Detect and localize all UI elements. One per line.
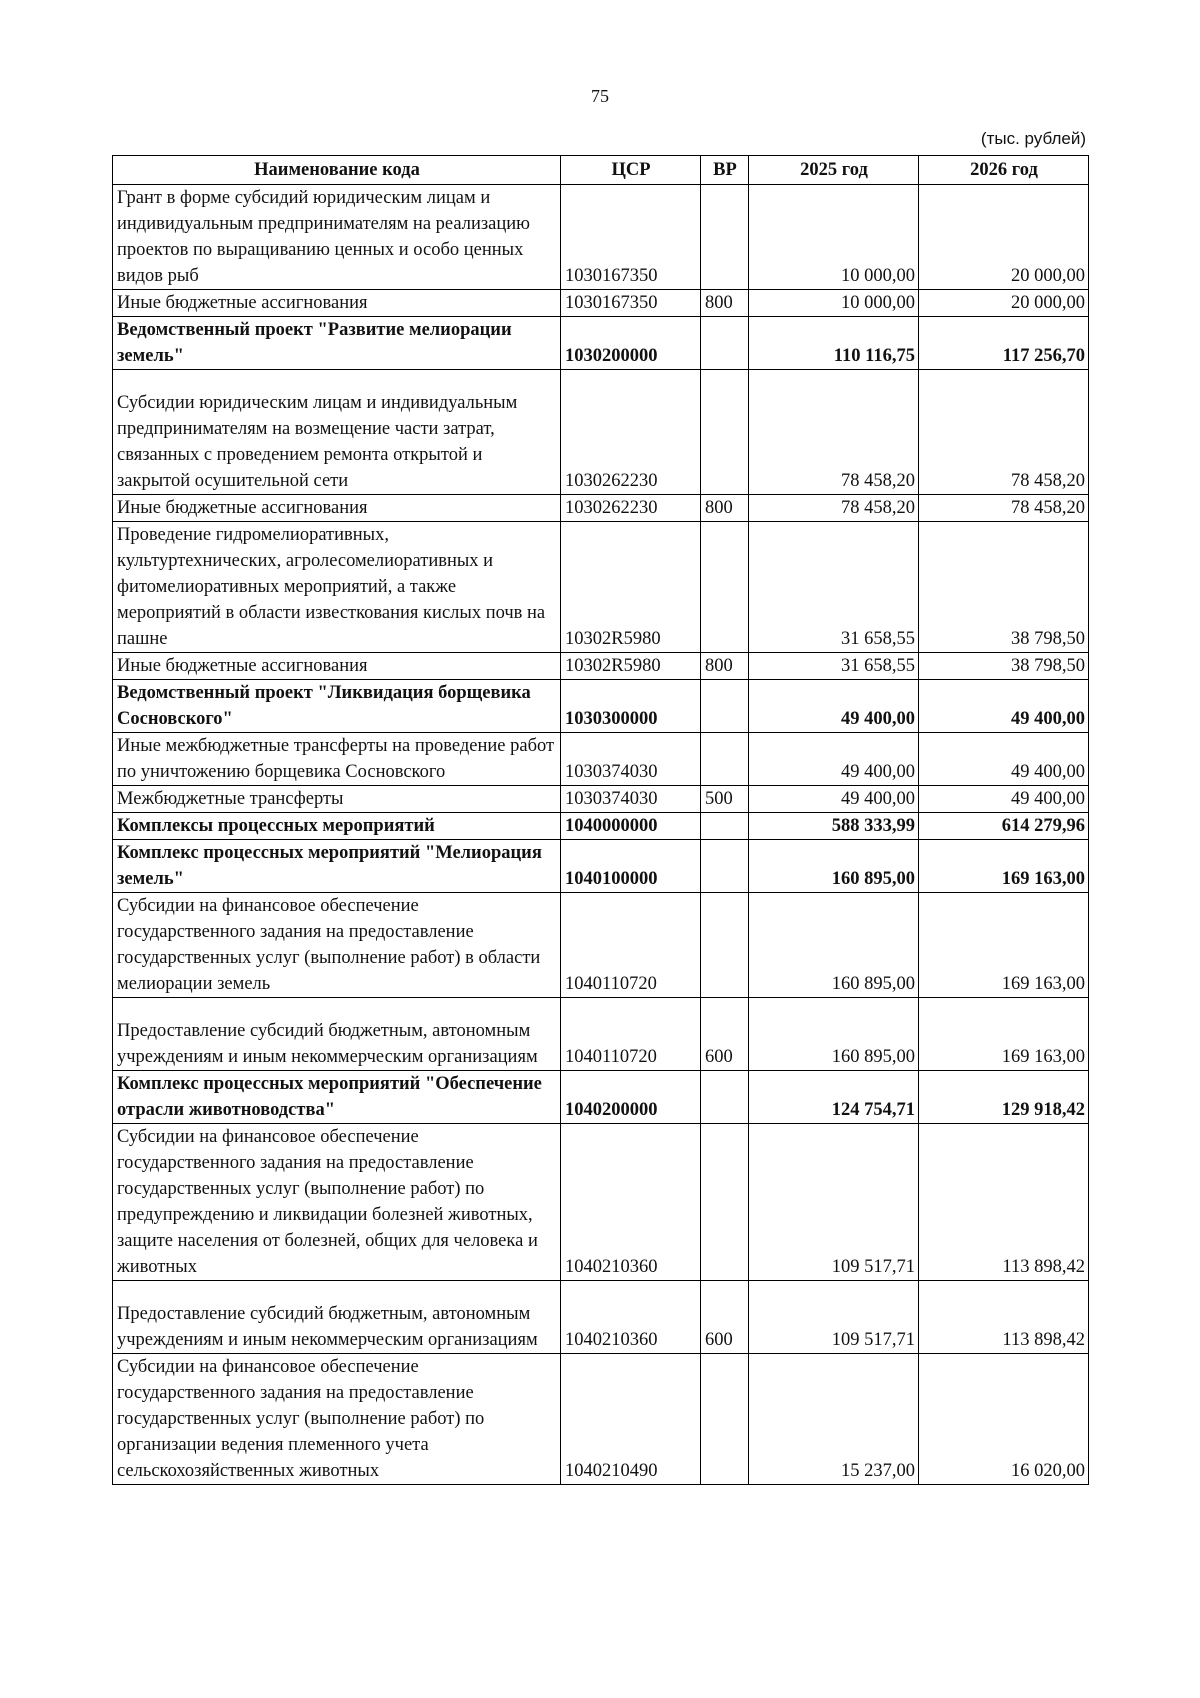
table-row [113,813,1089,840]
row-vr-text: 800 [705,293,733,313]
row-2026-text: 78 458,20 [1011,498,1085,518]
row-csr-text: 1030374030 [565,762,658,782]
row-2026-text: 169 163,00 [1001,974,1085,994]
row-2025-text: 10 000,00 [841,293,915,313]
table-row [113,1281,1089,1354]
row-vr-text: 500 [705,789,733,809]
row-2026 [919,680,1089,733]
row-csr [561,840,701,893]
row-csr-text: 1030262230 [565,471,658,491]
header-vr: ВР [701,156,749,185]
row-2026 [919,813,1089,840]
row-2025 [749,680,919,733]
header-2025: 2025 год [749,156,919,185]
row-vr [701,495,749,522]
row-vr [701,1071,749,1124]
table-row [113,522,1089,653]
row-name-text: Межбюджетные трансферты [117,789,344,809]
row-spacer [117,1281,557,1301]
row-2025-text: 124 754,71 [831,1100,915,1120]
row-vr [701,813,749,840]
row-csr-text: 1030167350 [565,266,658,286]
row-name [113,185,561,290]
row-csr [561,733,701,786]
row-csr [561,522,701,653]
row-vr [701,370,749,495]
row-2025 [749,1354,919,1485]
row-2025-text: 160 895,00 [831,1047,915,1067]
table-body [113,185,1089,1485]
table-row [113,1124,1089,1281]
row-2025 [749,998,919,1071]
table-row [113,653,1089,680]
row-name-text: Субсидии на финансовое обеспечение государственного задания на предоставление государственных услуг (выполнение работ) в области мелиорации земель [117,896,541,994]
row-name-text: Ведомственный проект "Развитие мелиорации земель" [117,320,512,366]
row-vr-text: 800 [705,498,733,518]
row-2026-text: 38 798,50 [1011,656,1085,676]
row-csr-text: 1040210360 [565,1330,658,1350]
row-name-text: Предоставление субсидий бюджетным, автономным учреждениям и иным некоммерческим организациям [117,1021,538,1067]
row-csr-text: 1040000000 [565,816,658,836]
row-2026 [919,370,1089,495]
table-row [113,998,1089,1071]
header-name: Наименование кода [113,156,561,185]
row-2025-text: 10 000,00 [841,266,915,286]
row-2025 [749,1071,919,1124]
row-2025 [749,370,919,495]
row-vr [701,1354,749,1485]
row-spacer [117,998,557,1018]
table-row [113,185,1089,290]
row-vr [701,185,749,290]
row-csr [561,495,701,522]
row-vr-text: 600 [705,1047,733,1067]
row-2026 [919,893,1089,998]
row-2026-text: 38 798,50 [1011,629,1085,649]
row-name [113,317,561,370]
row-2025-text: 15 237,00 [841,1461,915,1481]
row-2025 [749,653,919,680]
row-2026 [919,290,1089,317]
row-name [113,786,561,813]
row-spacer [117,370,557,390]
row-2026 [919,998,1089,1071]
row-2025 [749,840,919,893]
row-csr-text: 10302R5980 [565,629,661,649]
row-2025-text: 49 400,00 [841,709,915,729]
row-csr [561,653,701,680]
table-row [113,370,1089,495]
row-2025-text: 110 116,75 [833,346,915,366]
row-2026 [919,1354,1089,1485]
row-csr [561,893,701,998]
row-vr [701,653,749,680]
row-name [113,653,561,680]
row-vr [701,1124,749,1281]
row-csr [561,1281,701,1354]
units-note: (тыс. рублей) [980,129,1086,148]
row-2026-text: 169 163,00 [1001,869,1085,889]
row-csr-text: 1030167350 [565,293,658,313]
row-csr-text: 10302R5980 [565,656,661,676]
row-2026-text: 20 000,00 [1011,293,1085,313]
row-name-text: Иные межбюджетные трансферты на проведение работ по уничтожению борщевика Сосновского [117,736,555,782]
row-2026-text: 78 458,20 [1011,471,1085,491]
row-vr-text: 600 [705,1330,733,1350]
row-2026-text: 49 400,00 [1011,709,1085,729]
row-csr [561,813,701,840]
row-csr [561,317,701,370]
row-vr [701,893,749,998]
row-2026-text: 16 020,00 [1011,1461,1085,1481]
row-2025 [749,786,919,813]
row-2026-text: 49 400,00 [1011,789,1085,809]
row-2025 [749,813,919,840]
table-header-row [113,156,1089,185]
row-name-text: Иные бюджетные ассигнования [117,293,368,313]
table-row [113,680,1089,733]
row-2025-text: 109 517,71 [831,1257,915,1277]
row-name [113,998,561,1071]
row-2026-text: 117 256,70 [1002,346,1085,366]
table-row [113,317,1089,370]
table-row [113,893,1089,998]
row-vr [701,786,749,813]
budget-table [112,155,1089,1485]
row-2025 [749,1281,919,1354]
table-row [113,290,1089,317]
row-csr-text: 1040210490 [565,1461,658,1481]
table-row [113,733,1089,786]
row-name-text: Предоставление субсидий бюджетным, автономным учреждениям и иным некоммерческим организациям [117,1304,538,1350]
row-2026-text: 113 898,42 [1002,1330,1085,1350]
row-2026 [919,495,1089,522]
header-csr: ЦСР [561,156,701,185]
row-name [113,680,561,733]
row-name-text: Комплекс процессных мероприятий "Обеспечение отрасли животноводства" [117,1074,542,1120]
row-csr-text: 1040200000 [565,1100,658,1120]
row-csr [561,998,701,1071]
row-2025-text: 160 895,00 [831,869,915,889]
row-vr-text: 800 [705,656,733,676]
row-csr-text: 1030300000 [565,709,658,729]
row-2026 [919,522,1089,653]
row-csr-text: 1030262230 [565,498,658,518]
page-number: 75 [591,86,609,106]
row-2026-text: 129 918,42 [1001,1100,1085,1120]
row-2025-text: 160 895,00 [831,974,915,994]
row-2026 [919,185,1089,290]
row-csr-text: 1040110720 [565,974,657,994]
row-2025-text: 588 333,99 [831,816,915,836]
row-2025-text: 78 458,20 [841,498,915,518]
row-2026 [919,840,1089,893]
row-2026-text: 20 000,00 [1011,266,1085,286]
row-name [113,522,561,653]
row-name [113,290,561,317]
row-csr [561,290,701,317]
table-row [113,1071,1089,1124]
row-2025 [749,495,919,522]
row-csr-text: 1040100000 [565,869,658,889]
row-csr [561,1124,701,1281]
row-name [113,1281,561,1354]
row-2025 [749,290,919,317]
row-2025-text: 31 658,55 [841,629,915,649]
row-vr [701,1281,749,1354]
table-row [113,495,1089,522]
row-vr [701,522,749,653]
row-2026 [919,1124,1089,1281]
row-name [113,733,561,786]
row-name [113,1124,561,1281]
row-name [113,840,561,893]
table-row [113,840,1089,893]
row-name-text: Грант в форме субсидий юридическим лицам и индивидуальным предпринимателям на реализацию проектов по выращиванию ценных и особо ценных видов рыб [117,188,531,286]
row-2025-text: 49 400,00 [841,789,915,809]
row-name-text: Комплексы процессных мероприятий [117,816,435,836]
row-csr [561,680,701,733]
row-name-text: Комплекс процессных мероприятий "Мелиорация земель" [117,843,542,889]
row-name-text: Иные бюджетные ассигнования [117,656,368,676]
row-2026 [919,1071,1089,1124]
row-name-text: Субсидии на финансовое обеспечение государственного задания на предоставление государственных услуг (выполнение работ) по предупреждению и ликвидации болезней животных, защите населения от болезней, общих для человека и животных [117,1127,538,1277]
row-2026 [919,1281,1089,1354]
row-name [113,1071,561,1124]
row-name [113,893,561,998]
row-vr [701,733,749,786]
row-vr [701,840,749,893]
row-csr [561,1354,701,1485]
row-2026 [919,733,1089,786]
row-2025 [749,1124,919,1281]
row-vr [701,998,749,1071]
row-csr-text: 1040210360 [565,1257,658,1277]
row-2026 [919,317,1089,370]
row-2026 [919,786,1089,813]
row-2025 [749,893,919,998]
row-vr [701,680,749,733]
row-name [113,1354,561,1485]
row-name [113,370,561,495]
row-name-text: Субсидии на финансовое обеспечение государственного задания на предоставление государственных услуг (выполнение работ) по организации ведения племенного учета сельскохозяйственных животных [117,1357,485,1481]
row-csr [561,370,701,495]
table-row [113,1354,1089,1485]
row-2025 [749,317,919,370]
row-name-text: Проведение гидромелиоративных, культуртехнических, агролесомелиоративных и фитомелиоративных мероприятий, а также мероприятий в области известкования кислых почв на пашне [117,525,546,649]
row-2025-text: 78 458,20 [841,471,915,491]
row-name-text: Иные бюджетные ассигнования [117,498,368,518]
row-2026-text: 614 279,96 [1001,816,1085,836]
row-2026 [919,653,1089,680]
row-vr [701,317,749,370]
row-csr [561,185,701,290]
row-name-text: Субсидии юридическим лицам и индивидуальным предпринимателям на возмещение части затрат, связанных с проведением ремонта открытой и закрытой осушительной сети [117,393,518,491]
row-csr-text: 1030374030 [565,789,658,809]
row-2025 [749,185,919,290]
row-2026-text: 113 898,42 [1002,1257,1085,1277]
row-csr [561,786,701,813]
row-name [113,813,561,840]
row-2025 [749,733,919,786]
row-name-text: Ведомственный проект "Ликвидация борщевика Сосновского" [117,683,531,729]
row-csr [561,1071,701,1124]
row-csr-text: 1030200000 [565,346,658,366]
row-2025 [749,522,919,653]
header-2026: 2026 год [919,156,1089,185]
row-2026-text: 49 400,00 [1011,762,1085,782]
row-name [113,495,561,522]
row-2025-text: 49 400,00 [841,762,915,782]
table-row [113,786,1089,813]
row-2025-text: 109 517,71 [831,1330,915,1350]
row-csr-text: 1040110720 [565,1047,657,1067]
row-2026-text: 169 163,00 [1001,1047,1085,1067]
row-2025-text: 31 658,55 [841,656,915,676]
row-vr [701,290,749,317]
